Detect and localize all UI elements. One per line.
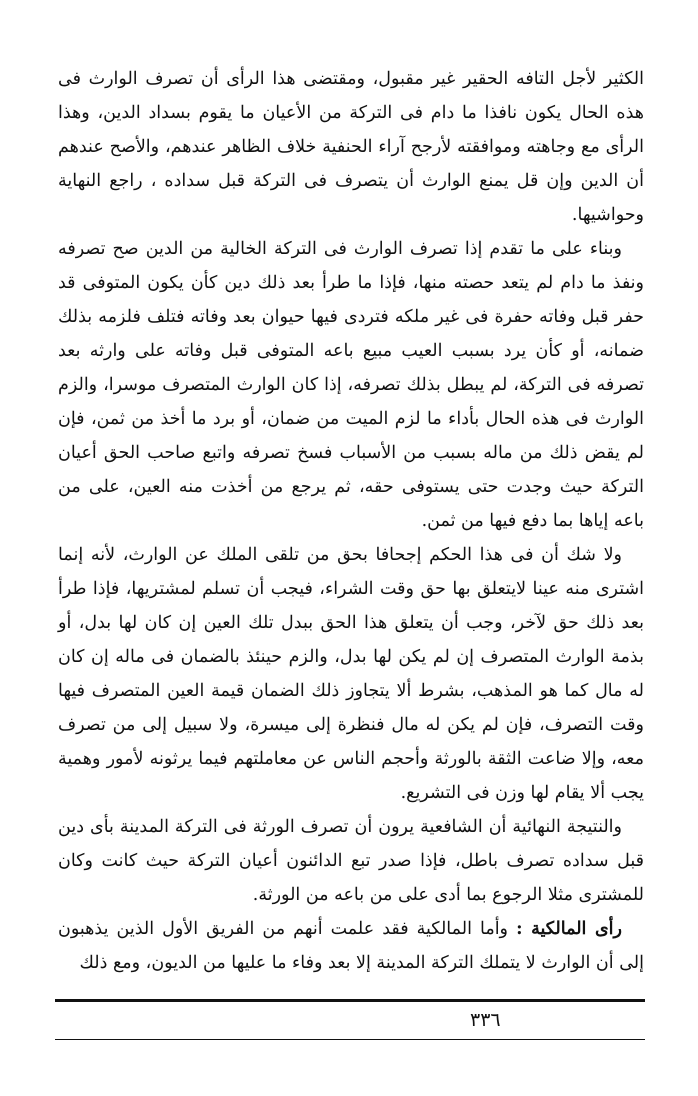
body-text	[58, 62, 644, 980]
paragraph-1: الكثير لأجل التافه الحقير غير مقبول، ومقتضى هذا الرأى أن تصرف الوارث فى هذه الحال يكون نافذا ما دام فى التركة من الأعيان ما يقوم بسداد الدين، وهذا الرأى مع وجاهته وموافقته لأرجح آراء الحنفية خلاف الظاهر عندهم، والأصح عندهم أن الدين وإن قل يمنع الوارث أن يتصرف فى التركة قبل سداده ، راجع النهاية وحواشيها.	[58, 69, 644, 225]
section-text: وأما المالكية فقد علمت أنهم من الفريق الأول الذين يذهبون إلى أن الوارث لا يتملك التركة المدينة إلا بعد وفاء ما عليها من الديون، ومع ذلك	[58, 919, 644, 973]
page-number: ٣٣٦	[470, 1009, 501, 1031]
maliki-section	[58, 912, 644, 980]
paragraph-4: والنتيجة النهائية أن الشافعية يرون أن تصرف الورثة فى التركة المدينة بأى دين قبل سداده تصرف باطل، فإذا صدر تبع الدائنون أعيان التركة حيث كانت وكان للمشترى مثلا الرجوع بما أدى على من باعه من الورثة.	[58, 817, 644, 905]
footer-rule-thin	[55, 1039, 645, 1040]
footer-rule-thick	[55, 999, 645, 1002]
paragraph-2: وبناء على ما تقدم إذا تصرف الوارث فى التركة الخالية من الدين صح تصرفه ونفذ ما دام لم يتعد حصته منها، فإذا ما طرأ بعد ذلك دين كأن يكون المتوفى قد حفر قبل وفاته حفرة فى غير ملكه فتردى فيها حيوان بعد وفاته فتلف فلزمه بذلك ضمانه، أو كأن يرد بسبب العيب مبيع باعه المتوفى قبل وفاته على وارثه بعد تصرفه فى التركة، لم يبطل بذلك تصرفه، إذا كان الوارث المتصرف موسرا، والزم الوارث فى هذه الحال بأداء ما لزم الميت من ضمان، أو برد ما أخذ من ثمن، فإن لم يقض ذلك من ماله بسبب من الأسباب فسخ تصرفه واتبع صاحب الحق أعيان التركة حيث وجدت حتى يستوفى حقه، ثم يرجع من أخذت منه العين، على من باعه إياها بما دفع فيها من ثمن.	[58, 239, 644, 531]
paragraph-3: ولا شك أن فى هذا الحكم إجحافا بحق من تلقى الملك عن الوارث، لأنه إنما اشترى منه عينا لايتعلق بها حق وقت الشراء، فيجب أن تسلم لمشتريها، فإذا طرأ بعد ذلك حق لآخر، وجب أن يتعلق هذا الحق ببدل تلك العين إن كان لها بدل، أو بذمة الوارث المتصرف إن لم يكن لها بدل، والزم حينئذ بالضمان فى ماله إن كان له مال كما هو المذهب، بشرط ألا يتجاوز ذلك الضمان قيمة العين المتصرف فيها وقت التصرف، فإن لم يكن له مال فنظرة إلى ميسرة، ولا سبيل إلى من تصرف معه، وإلا ضاعت الثقة بالورثة وأحجم الناس عن معاملتهم فيما يرثونه لأمور وهمية يجب ألا يقام لها وزن فى التشريع.	[58, 545, 644, 803]
section-heading: رأى المالكية :	[516, 919, 622, 939]
